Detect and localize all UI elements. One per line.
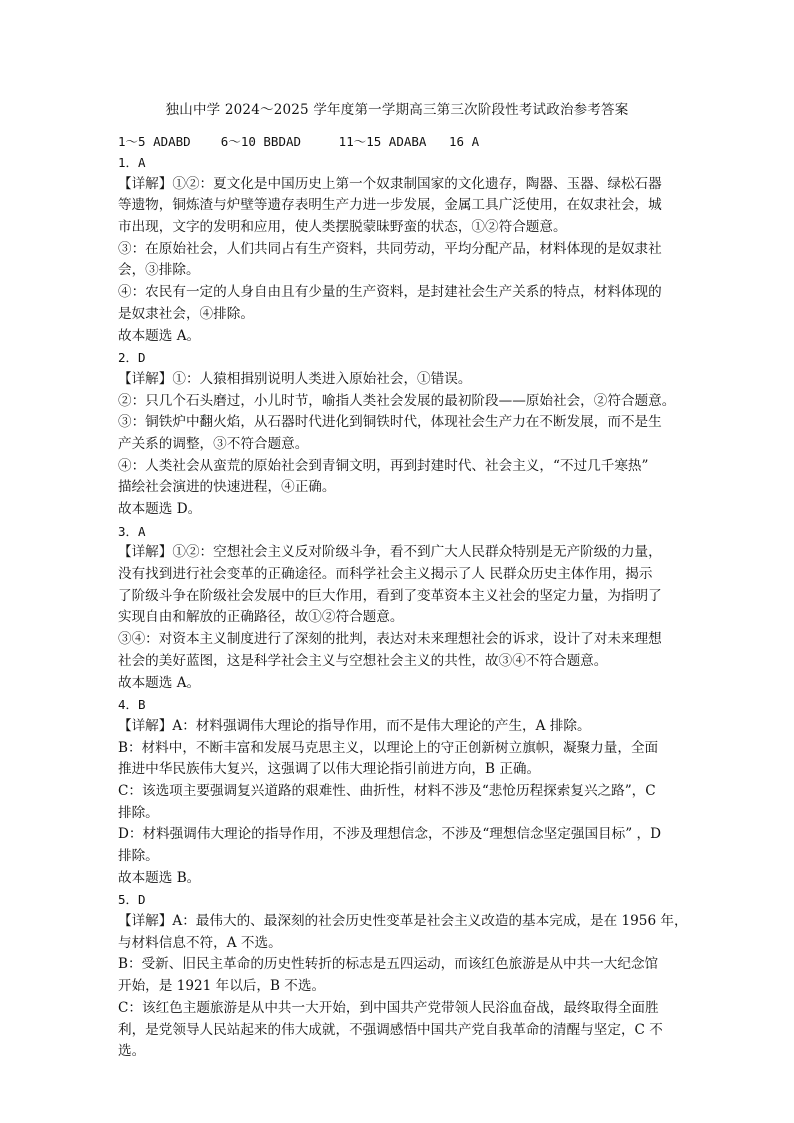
explanation-line: 开始，是 1921 年以后，B 不选。 <box>118 978 326 995</box>
explanation-line: 排除。 <box>118 848 159 864</box>
explanation-line: 实现自由和解放的正确路径，故①②符合题意。 <box>118 609 404 626</box>
explanation-line: ③：铜铁炉中翻火焰，从石器时代进化到铜铁时代，体现社会生产力在不断发展，而不是生 <box>118 414 662 431</box>
explanation-line: 故本题选 A。 <box>118 674 201 691</box>
explanation-line: 产关系的调整，③不符合题意。 <box>118 435 309 452</box>
answer-key-summary: 1～5 ADABD 6～10 BBDAD 11～15 ADABA 16 A <box>118 134 480 149</box>
explanation-line: ④：人类社会从蛮荒的原始社会到青铜文明，再到封建时代、社会主义，“不过几千寒热” <box>118 457 649 474</box>
question-answer: 1．A <box>118 155 146 170</box>
explanation-line: C：该选项主要强调复兴道路的艰难性、曲折性，材料不涉及“悲怆历程探索复兴之路”，C <box>118 782 656 799</box>
explanation-line: 故本题选 B。 <box>118 869 201 886</box>
question-answer: 3．A <box>118 523 146 539</box>
explanation-line: 【详解】①②：空想社会主义反对阶级斗争，看不到广大人民群众特别是无产阶级的力量， <box>118 544 662 561</box>
explanation-line: 【详解】A：材料强调伟大理论的指导作用，而不是伟大理论的产生，A 排除。 <box>118 717 591 734</box>
explanation-line: ②：只几个石头磨过，小儿时节，喻指人类社会发展的最初阶段——原始社会，②符合题意。 <box>118 392 676 409</box>
explanation-line: 【详解】①：人猿相揖别说明人类进入原始社会，①错误。 <box>118 370 472 387</box>
explanation-line: 市出现，文字的发明和应用，使人类摆脱蒙昧野蛮的状态，①②符合题意。 <box>118 219 567 236</box>
explanation-line: C：该红色主题旅游是从中共一大开始，到中国共产党带领人民浴血奋战，最终取得全面胜 <box>118 999 659 1016</box>
explanation-line: 与材料信息不符，A 不选。 <box>118 934 282 951</box>
explanation-line: D：材料强调伟大理论的指导作用，不涉及理想信念，不涉及“理想信念坚定强国目标” ，D <box>118 826 661 843</box>
explanation-line: 推进中华民族伟大复兴，这强调了以伟大理论指引前进方向，B 正确。 <box>118 761 541 778</box>
explanation-line: ③：在原始社会，人们共同占有生产资料，共同劳动，平均分配产品，材料体现的是奴隶社 <box>118 240 662 257</box>
explanation-line: 是奴隶社会，④排除。 <box>118 305 254 322</box>
question-answer: 2．D <box>118 350 146 366</box>
explanation-line: 没有找到进行社会变革的正确途径。而科学社会主义揭示了人 民群众历史主体作用，揭示 <box>118 566 653 583</box>
explanation-line: 了阶级斗争在阶级社会发展中的巨大作用，看到了变革资本主义社会的坚定力量，为指明了 <box>118 587 662 604</box>
explanation-line: B：材料中，不断丰富和发展马克思主义，以理论上的守正创新树立旗帜，凝聚力量，全面 <box>118 739 659 756</box>
explanation-line: 排除。 <box>118 804 159 821</box>
question-answer: 4．B <box>118 697 146 713</box>
explanation-line: 利，是党领导人民站起来的伟大成就，不强调感悟中国共产党自我革命的清醒与坚定，C 不 <box>118 1021 663 1038</box>
explanation-line: 等遗物，铜炼渣与炉壁等遗存表明生产力进一步发展，金属工具广泛使用，在奴隶社会，城 <box>118 197 662 214</box>
question-answer: 5．D <box>118 892 146 908</box>
explanation-line: 选。 <box>118 1043 146 1060</box>
explanation-line: ③④：对资本主义制度进行了深刻的批判，表达对未来理想社会的诉求，设计了对未来理想 <box>118 631 662 648</box>
explanation-line: 【详解】A：最伟大的、最深刻的社会历史性变革是社会主义改造的基本完成，是在 1956 年， <box>118 913 688 930</box>
explanation-line: ④：农民有一定的人身自由且有少量的生产资料，是封建社会生产关系的特点，材料体现的 <box>118 284 662 301</box>
answer-explanations <box>118 152 688 1063</box>
explanation-line: 描绘社会演进的快速进程，④正确。 <box>118 479 336 496</box>
explanation-line: 会，③排除。 <box>118 262 200 279</box>
document-title: 独山中学 2024～2025 学年度第一学期高三第三次阶段性考试政治参考答案 <box>165 102 629 118</box>
explanation-line: 故本题选 D。 <box>118 501 202 517</box>
explanation-line: 故本题选 A。 <box>118 327 201 344</box>
explanation-line: B：受新、旧民主革命的历史性转折的标志是五四运动，而该红色旅游是从中共一大纪念馆 <box>118 956 659 973</box>
explanation-line: 社会的美好蓝图，这是科学社会主义与空想社会主义的共性，故③④不符合题意。 <box>118 652 608 669</box>
explanation-line: 【详解】①②：夏文化是中国历史上第一个奴隶制国家的文化遗存，陶器、玉器、绿松石器 <box>118 175 662 192</box>
